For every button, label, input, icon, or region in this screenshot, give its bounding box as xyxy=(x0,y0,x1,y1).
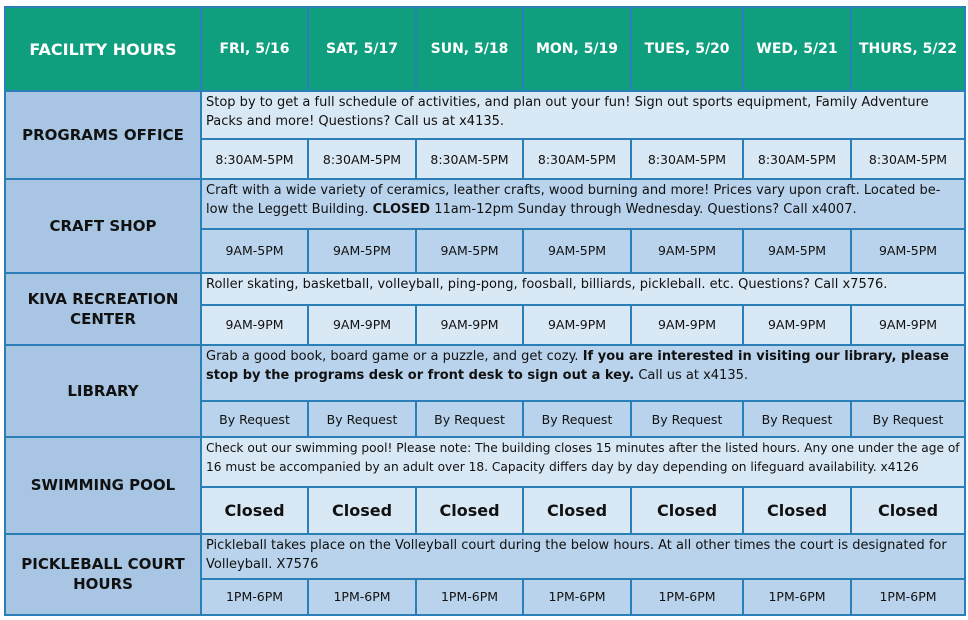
day-header-mon: MON, 5/19 xyxy=(523,7,631,91)
hours-cell: 9AM-5PM xyxy=(631,229,743,273)
hours-cell: 8:30AM-5PM xyxy=(851,139,965,179)
facility-hours-header: FACILITY HOURS xyxy=(5,7,201,91)
hours-cell: 9AM-9PM xyxy=(416,305,523,345)
closed-cell: Closed xyxy=(743,487,851,533)
hours-cell: 9AM-5PM xyxy=(308,229,416,273)
swimming-pool-label: SWIMMING POOL xyxy=(5,437,201,533)
hours-cell: 9AM-5PM xyxy=(201,229,308,273)
hours-cell: 8:30AM-5PM xyxy=(308,139,416,179)
hours-cell: 9AM-5PM xyxy=(851,229,965,273)
closed-cell: Closed xyxy=(308,487,416,533)
hours-cell: By Request xyxy=(743,401,851,437)
hours-cell: 1PM-6PM xyxy=(416,579,523,615)
day-header-fri: FRI, 5/16 xyxy=(201,7,308,91)
hours-cell: 1PM-6PM xyxy=(631,579,743,615)
craft-shop-closed-text: CLOSED xyxy=(372,202,431,218)
closed-cell: Closed xyxy=(631,487,743,533)
hours-cell: 1PM-6PM xyxy=(743,579,851,615)
pickleball-description: Pickleball takes place on the Volleyball court during the below hours. At all other times the court is designated for Volleyball. X7576 xyxy=(201,534,965,579)
kiva-description: Roller skating, basketball, volleyball, ping-pong, foosball, billiards, pickleball. etc. Questions? Call x7576. xyxy=(201,273,965,305)
hours-cell: 9AM-9PM xyxy=(743,305,851,345)
programs-office-desc-row xyxy=(5,91,965,139)
day-header-tues: TUES, 5/20 xyxy=(631,7,743,91)
hours-cell: 8:30AM-5PM xyxy=(743,139,851,179)
library-label: LIBRARY xyxy=(5,345,201,437)
library-key-note: If you are interested in visiting our library, please stop by the programs desk or front desk to sign out a key. xyxy=(206,348,949,383)
craft-shop-desc-tail: 11am-12pm Sunday through Wednesday. Questions? Call x4007. xyxy=(430,202,857,218)
library-desc-text: Grab a good book, board game or a puzzle, and get cozy. xyxy=(206,348,583,364)
programs-office-label: PROGRAMS OFFICE xyxy=(5,91,201,179)
hours-cell: 9AM-5PM xyxy=(416,229,523,273)
hours-cell: By Request xyxy=(416,401,523,437)
hours-cell: 9AM-9PM xyxy=(631,305,743,345)
closed-cell: Closed xyxy=(201,487,308,533)
facility-hours-table xyxy=(4,6,966,616)
pickleball-court-hours-label: PICKLEBALL COURT HOURS xyxy=(5,534,201,615)
library-description xyxy=(201,345,965,401)
swimming-pool-description: Check out our swimming pool! Please note: The building closes 15 minutes after the listed hours. Any one under the age of 16 must be accompanied by an adult over 18. Capacity differs day by day depending on lifeguard availability. x4126 xyxy=(201,437,965,487)
day-header-wed: WED, 5/21 xyxy=(743,7,851,91)
hours-cell: 9AM-9PM xyxy=(201,305,308,345)
day-header-sun: SUN, 5/18 xyxy=(416,7,523,91)
hours-cell: 1PM-6PM xyxy=(523,579,631,615)
craft-shop-desc-text: Craft with a wide variety of ceramics, leather crafts, wood burning and more! Prices vary upon craft. Located be-low the Leggett Building. xyxy=(206,183,941,218)
closed-cell: Closed xyxy=(851,487,965,533)
library-desc-tail: Call us at x4135. xyxy=(634,367,749,383)
closed-cell: Closed xyxy=(523,487,631,533)
hours-cell: 9AM-9PM xyxy=(523,305,631,345)
header-row xyxy=(5,7,965,91)
craft-shop-description xyxy=(201,179,965,228)
hours-cell: By Request xyxy=(201,401,308,437)
hours-cell: 8:30AM-5PM xyxy=(631,139,743,179)
kiva-recreation-center-label: KIVA RECREATION CENTER xyxy=(5,273,201,345)
hours-cell: 1PM-6PM xyxy=(851,579,965,615)
closed-cell: Closed xyxy=(416,487,523,533)
hours-cell: 9AM-5PM xyxy=(523,229,631,273)
hours-cell: 9AM-5PM xyxy=(743,229,851,273)
kiva-desc-row xyxy=(5,273,965,305)
programs-office-description: Stop by to get a full schedule of activities, and plan out your fun! Sign out sports equipment, Family Adventure Packs and more! Questions? Call us at x4135. xyxy=(201,91,965,139)
hours-cell: 1PM-6PM xyxy=(308,579,416,615)
day-header-thurs: THURS, 5/22 xyxy=(851,7,965,91)
hours-cell: 9AM-9PM xyxy=(851,305,965,345)
craft-shop-desc-row xyxy=(5,179,965,228)
swimming-pool-desc-row xyxy=(5,437,965,487)
hours-cell: By Request xyxy=(308,401,416,437)
pickleball-desc-row xyxy=(5,534,965,579)
hours-cell: 1PM-6PM xyxy=(201,579,308,615)
hours-cell: By Request xyxy=(851,401,965,437)
hours-cell: By Request xyxy=(631,401,743,437)
hours-cell: 9AM-9PM xyxy=(308,305,416,345)
hours-cell: By Request xyxy=(523,401,631,437)
library-desc-row xyxy=(5,345,965,401)
hours-cell: 8:30AM-5PM xyxy=(201,139,308,179)
day-header-sat: SAT, 5/17 xyxy=(308,7,416,91)
craft-shop-label: CRAFT SHOP xyxy=(5,179,201,272)
hours-cell: 8:30AM-5PM xyxy=(416,139,523,179)
hours-cell: 8:30AM-5PM xyxy=(523,139,631,179)
